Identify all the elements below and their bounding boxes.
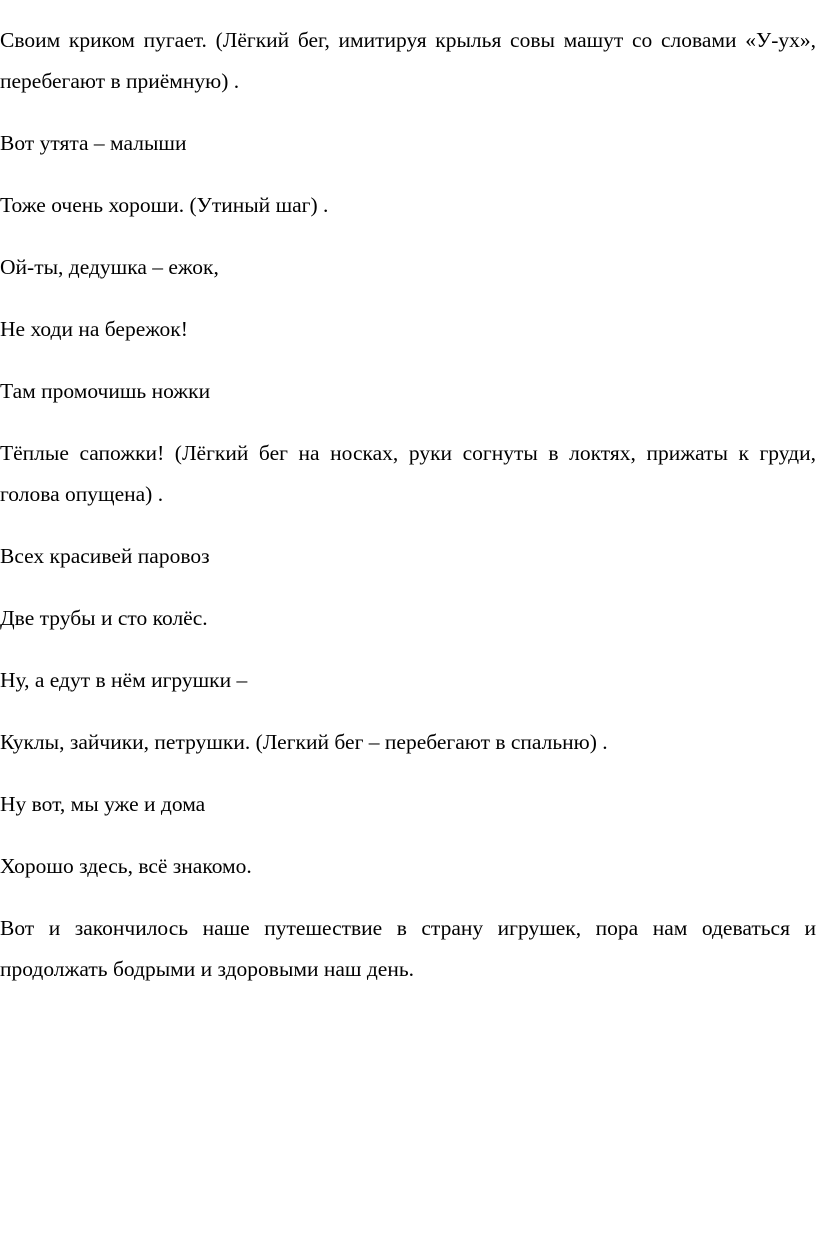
paragraph-conclusion: Вот и закончилось наше путешествие в страну игрушек, пора нам одеваться и продолжать бодрыми и здоровыми наш день. xyxy=(0,916,816,981)
paragraph-dolls: Куклы, зайчики, петрушки. (Легкий бег – перебегают в спальню) . xyxy=(0,730,608,754)
paragraph-locomotive: Всех красивей паровоз xyxy=(0,544,210,568)
paragraph-duck-step: Тоже очень хороши. (Утиный шаг) . xyxy=(0,193,329,217)
paragraph-wet-feet: Там промочишь ножки xyxy=(0,379,211,403)
paragraph-shore: Не ходи на бережок! xyxy=(0,317,188,341)
paragraph-ducklings: Вот утята – малыши xyxy=(0,131,187,155)
paragraph-home: Ну вот, мы уже и дома xyxy=(0,792,206,816)
paragraph-toys: Ну, а едут в нём игрушки – xyxy=(0,668,248,692)
paragraph-wheels: Две трубы и сто колёс. xyxy=(0,606,208,630)
paragraph-hedgehog: Ой-ты, дедушка – ежок, xyxy=(0,255,219,279)
paragraph-owl: Своим криком пугает. (Лёгкий бег, имитируя крылья совы машут со словами «У-ух», перебегают в приёмную) . xyxy=(0,28,816,93)
paragraph-boots: Тёплые сапожки! (Лёгкий бег на носках, руки согнуты в локтях, прижаты к груди, голова опущена) . xyxy=(0,441,816,506)
paragraph-familiar: Хорошо здесь, всё знакомо. xyxy=(0,854,252,878)
